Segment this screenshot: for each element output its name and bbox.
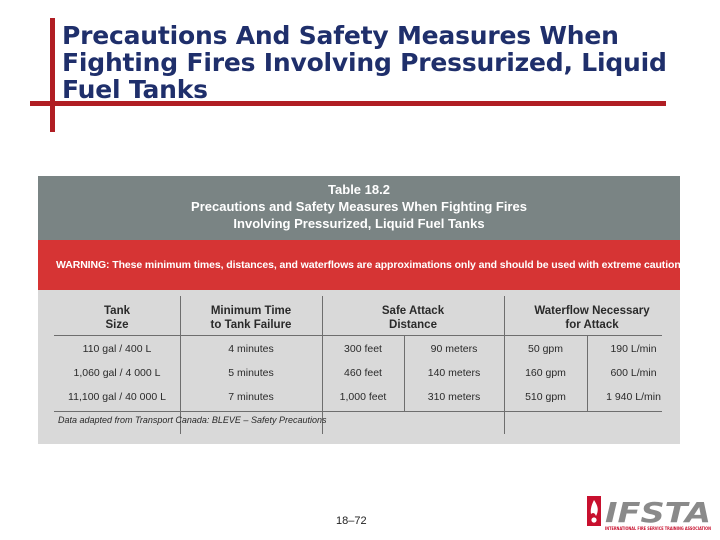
header-waterflow bbox=[504, 304, 680, 332]
cell-tank-size: 1,060 gal / 4 000 L bbox=[73, 367, 161, 379]
cell-tank-size: 11,100 gal / 40 000 L bbox=[68, 391, 166, 403]
header-line: Waterflow Necessary bbox=[534, 305, 650, 317]
header-line: Size bbox=[105, 319, 129, 331]
table-figure bbox=[38, 176, 685, 444]
flame-icon bbox=[587, 496, 601, 526]
cell-distance-feet: 1,000 feet bbox=[339, 391, 387, 403]
header-min-time bbox=[180, 304, 322, 332]
cell-min-time: 5 minutes bbox=[228, 367, 274, 379]
header-safe-distance bbox=[322, 304, 504, 332]
cell-tank-size: 110 gal / 400 L bbox=[82, 343, 152, 355]
cell-distance-meters: 90 meters bbox=[430, 343, 478, 355]
header-rule bbox=[54, 335, 662, 336]
table-title-line-2: Involving Pressurized, Liquid Fuel Tanks bbox=[233, 216, 485, 231]
table-number: Table 18.2 bbox=[328, 182, 390, 197]
accent-vertical-bar bbox=[50, 18, 55, 132]
cell-distance-meters: 140 meters bbox=[427, 367, 481, 379]
cell-min-time: 4 minutes bbox=[228, 343, 274, 355]
table-caption bbox=[38, 176, 680, 240]
cell-distance-meters: 310 meters bbox=[427, 391, 481, 403]
footer-rule bbox=[54, 411, 662, 412]
cell-flow-gpm: 50 gpm bbox=[527, 343, 564, 355]
header-line: Tank bbox=[104, 305, 130, 317]
page-number: 18–72 bbox=[336, 515, 367, 527]
cell-flow-gpm: 160 gpm bbox=[525, 367, 566, 379]
header-line: Minimum Time bbox=[210, 305, 292, 317]
ifsta-logo bbox=[583, 492, 715, 532]
cell-min-time: 7 minutes bbox=[228, 391, 274, 403]
cell-flow-lmin: 600 L/min bbox=[610, 367, 657, 379]
header-line: Safe Attack bbox=[381, 305, 445, 317]
header-line: for Attack bbox=[565, 319, 619, 331]
header-line: to Tank Failure bbox=[210, 319, 292, 331]
cell-distance-feet: 460 feet bbox=[344, 367, 382, 379]
cell-flow-gpm: 510 gpm bbox=[525, 391, 566, 403]
header-tank-size bbox=[54, 304, 180, 332]
data-table bbox=[38, 290, 680, 444]
cell-flow-lmin: 1 940 L/min bbox=[606, 391, 661, 403]
logo-tagline: INTERNATIONAL FIRE SERVICE TRAINING ASSOCIATION bbox=[605, 526, 712, 531]
warning-banner: WARNING: These minimum times, distances, and waterflows are approximations only and should be used with extreme caution! bbox=[38, 240, 680, 290]
cell-distance-feet: 300 feet bbox=[344, 343, 382, 355]
header-line: Distance bbox=[389, 319, 437, 331]
source-note: Data adapted from Transport Canada: BLEVE – Safety Precautions bbox=[58, 415, 327, 425]
logo-wordmark: IFSTA bbox=[605, 496, 711, 529]
cell-flow-lmin: 190 L/min bbox=[610, 343, 657, 355]
slide-title: Precautions And Safety Measures When Fighting Fires Involving Pressurized, Liquid Fuel Tanks bbox=[62, 21, 667, 104]
table-title-line-1: Precautions and Safety Measures When Fighting Fires bbox=[191, 199, 527, 214]
